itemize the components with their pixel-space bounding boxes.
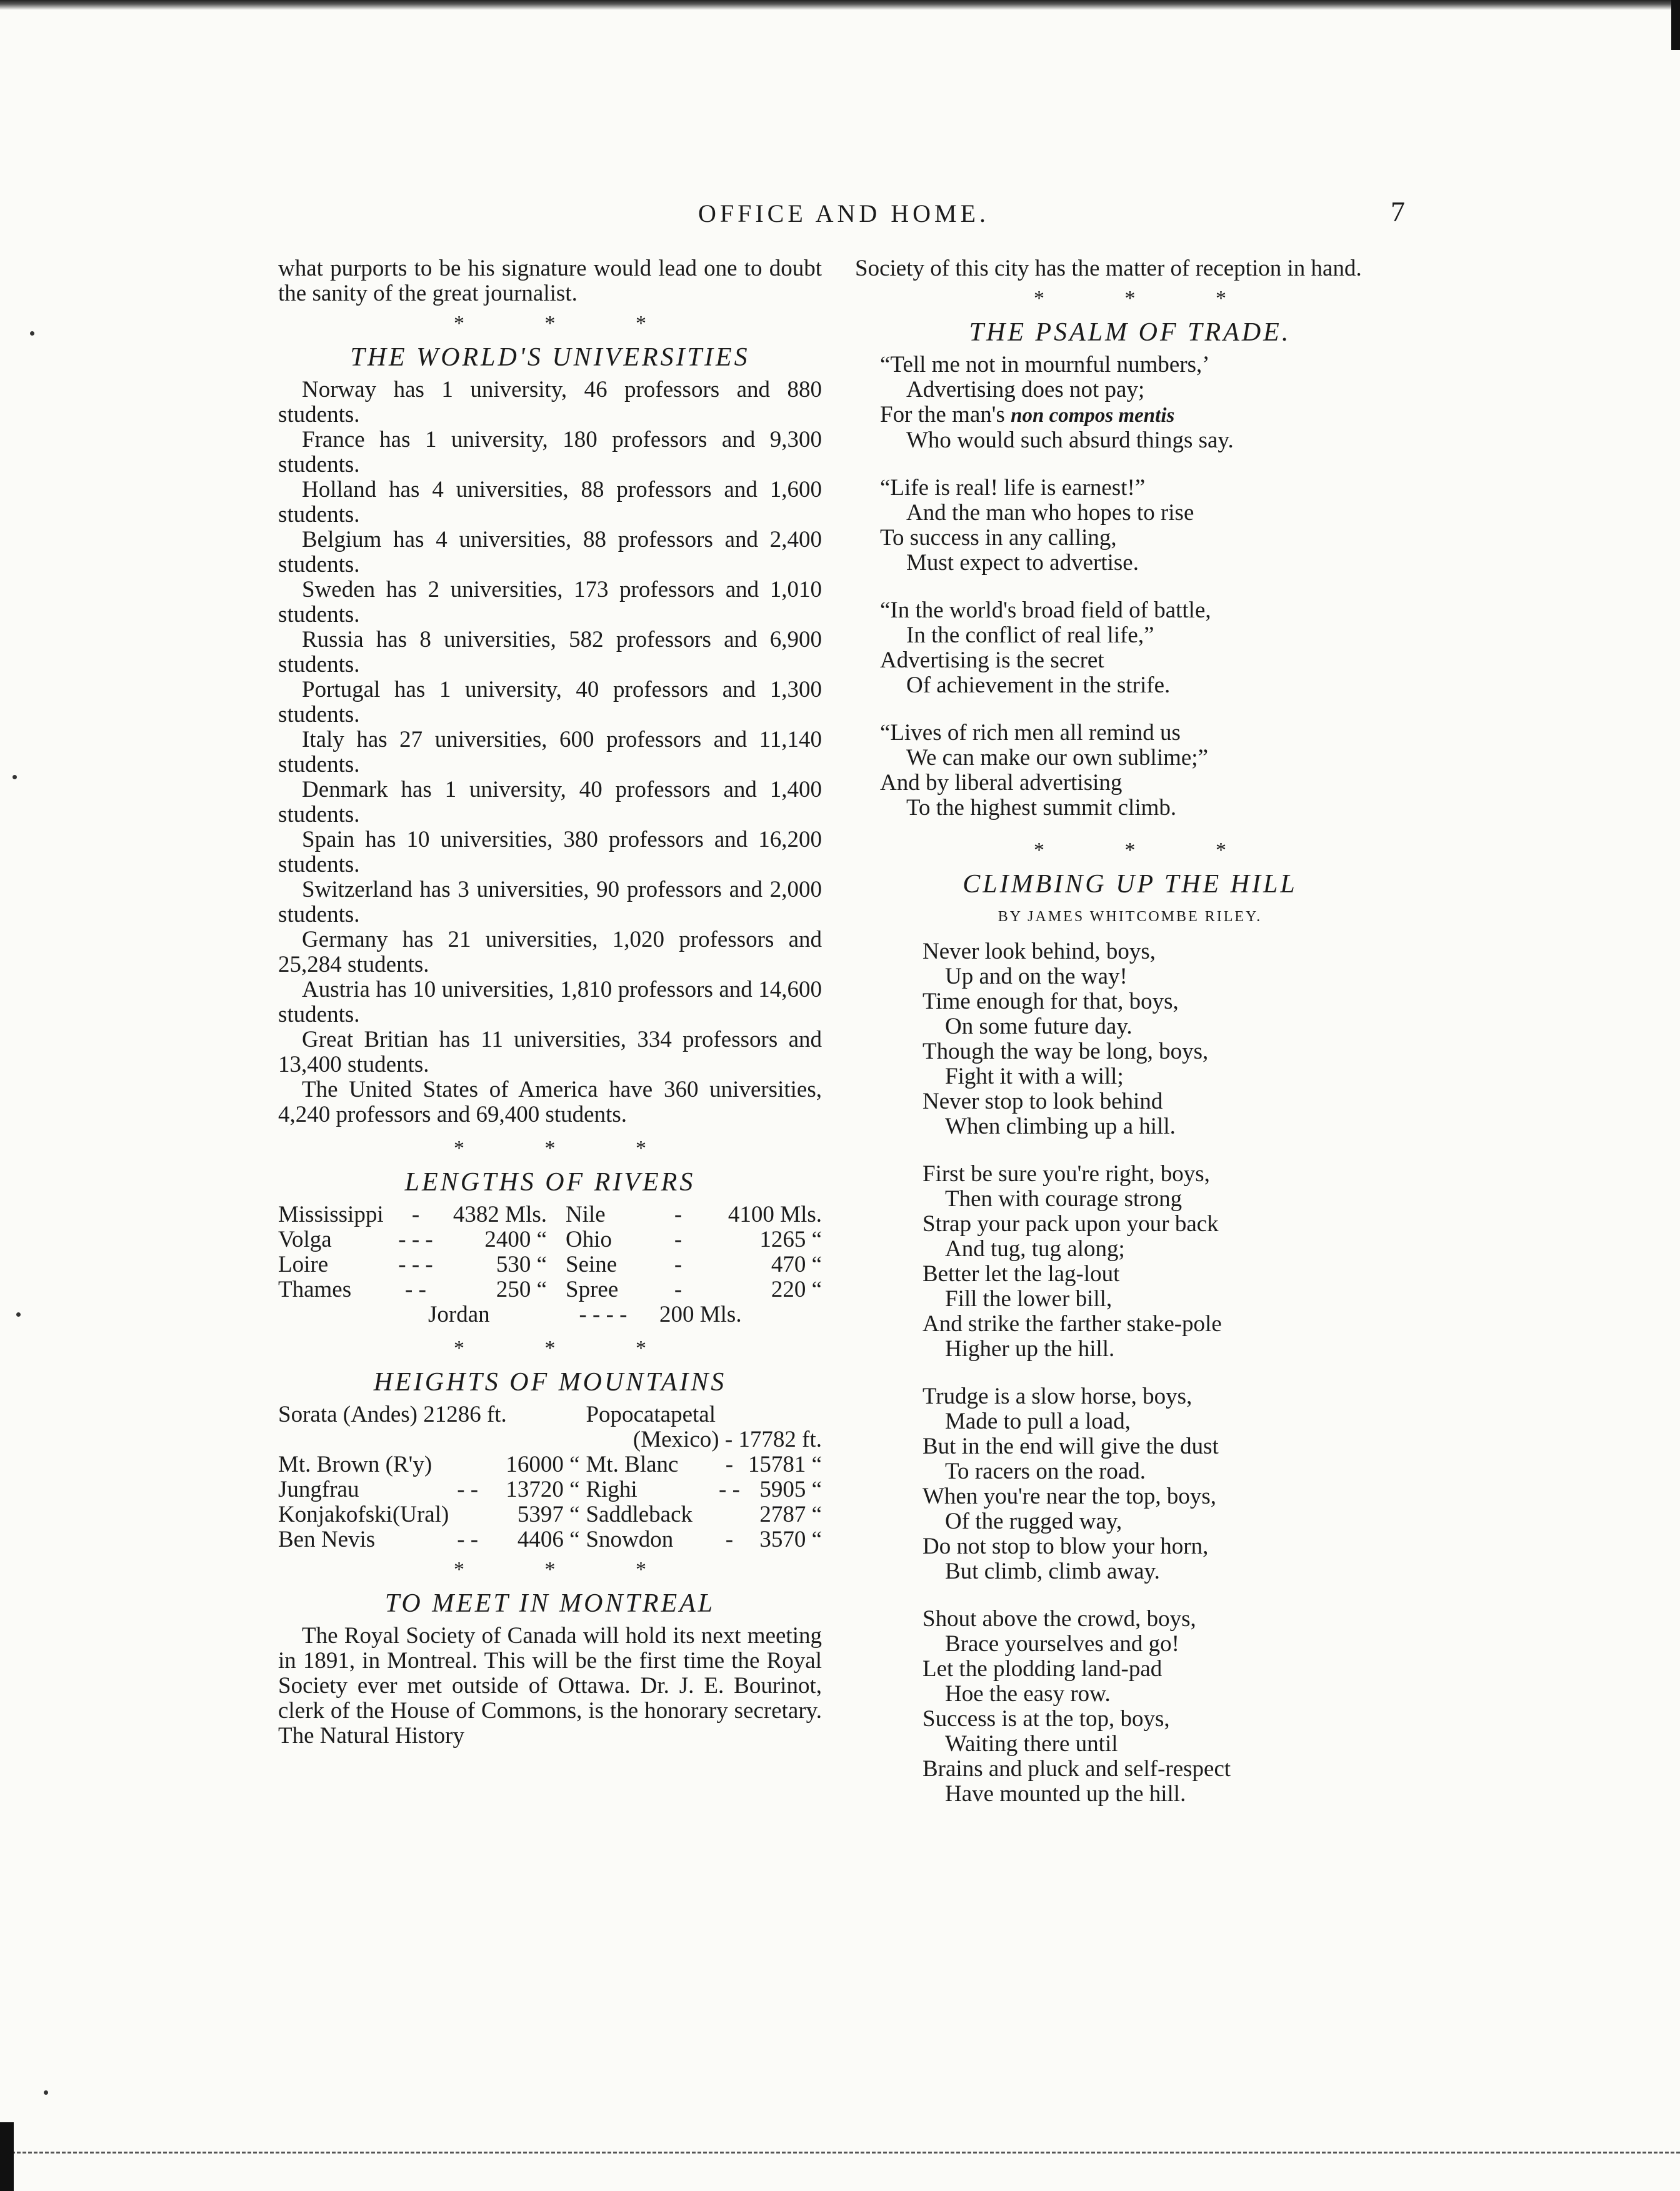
river-length: 4382 Mls. [452, 1202, 547, 1227]
poem-line: Made to pull a load, [945, 1409, 1131, 1434]
list-item: Norway has 1 university, 46 professors and 880 students. [278, 377, 822, 427]
poem-line: Of the rugged way, [945, 1509, 1122, 1534]
river-length: 530 “ [496, 1252, 547, 1277]
poem-line: Time enough for that, boys, [922, 989, 1179, 1014]
mountain-name: Righi [586, 1477, 638, 1502]
river-name: Volga [278, 1227, 332, 1252]
list-item: Russia has 8 universities, 582 professors and 6,900 students. [278, 627, 822, 677]
leader-dash: - [674, 1202, 682, 1227]
table-row [278, 1402, 822, 1427]
poem-line: Though the way be long, boys, [922, 1039, 1209, 1064]
mountain-height: 2787 “ [759, 1502, 822, 1527]
climbing-poem [855, 939, 1405, 1807]
scan-edge-corner [0, 2122, 14, 2191]
mountains-title: HEIGHTS OF MOUNTAINS [373, 1368, 727, 1397]
list-item: Austria has 10 universities, 1,810 professors and 14,600 students. [278, 977, 822, 1027]
river-length: 200 Mls. [659, 1302, 742, 1327]
list-item: Denmark has 1 university, 40 professors and 1,400 students. [278, 777, 822, 827]
running-title: OFFICE AND HOME. [698, 199, 990, 227]
list-item: Germany has 21 universities, 1,020 professors and 25,284 students. [278, 927, 822, 977]
poem-line: But in the end will give the dust [922, 1434, 1219, 1459]
poem-line-text: For the man's [880, 402, 1005, 427]
mountain-name: Jungfrau [278, 1477, 359, 1502]
scan-speck [44, 2090, 48, 2095]
poem-line: On some future day. [945, 1014, 1132, 1039]
river-length: 470 “ [771, 1252, 822, 1277]
scan-edge-bottom [0, 2152, 1680, 2191]
poem-line: Let the plodding land-pad [922, 1656, 1162, 1682]
poem-line: “In the world's broad field of battle, [880, 597, 1211, 623]
poem-line: Do not stop to blow your horn, [922, 1534, 1209, 1559]
scan-speck [16, 1312, 21, 1317]
poem-line: To the highest summit climb. [906, 795, 1177, 821]
leader-dash [449, 1502, 486, 1527]
poem-line: Success is at the top, boys, [922, 1706, 1170, 1732]
table-row [278, 1202, 822, 1227]
rivers-table [278, 1202, 822, 1327]
table-row [278, 1252, 822, 1277]
leader-dash: - - [719, 1477, 740, 1502]
poem-line: Fight it with a will; [945, 1064, 1124, 1089]
leader-dash [449, 1452, 486, 1477]
poem-line: Hoe the easy row. [945, 1681, 1111, 1707]
poem-line: Who would such absurd things say. [906, 427, 1234, 453]
latin-phrase: non compos mentis [1011, 404, 1175, 427]
list-item: Switzerland has 3 universities, 90 professors and 2,000 students. [278, 877, 822, 927]
poem-line: Trudge is a slow horse, boys, [922, 1384, 1192, 1409]
list-item: Sweden has 2 universities, 173 professors and 1,010 students. [278, 577, 822, 627]
poem-stanza [922, 1162, 1405, 1362]
poem-line: Brace yourselves and go! [945, 1631, 1180, 1657]
poem-line: Brains and pluck and self-respect [922, 1756, 1231, 1782]
poem-line: “Tell me not in mournful numbers,’ [880, 352, 1210, 377]
psalm-poem [855, 352, 1405, 821]
poem-line: To success in any calling, [880, 525, 1117, 551]
river-length: 250 “ [496, 1277, 547, 1302]
poem-stanza [880, 476, 1405, 576]
left-column [278, 256, 822, 1749]
universities-title: THE WORLD'S UNIVERSITIES [350, 343, 750, 372]
mountain-name: Konjakofski(Ural) [278, 1502, 449, 1527]
mountain-entry: Popocatapetal [586, 1402, 716, 1427]
section-divider: * * * [454, 312, 684, 335]
table-row [278, 1527, 822, 1552]
poem-line: Never look behind, boys, [922, 939, 1156, 964]
list-item: Spain has 10 universities, 380 professors and 16,200 students. [278, 827, 822, 877]
poem-line: “Lives of rich men all remind us [880, 720, 1181, 746]
mountain-height: 16000 “ [506, 1452, 580, 1477]
table-row [278, 1477, 822, 1502]
poem-line: Have mounted up the hill. [945, 1781, 1186, 1807]
poem-line: When you're near the top, boys, [922, 1484, 1217, 1509]
table-row [278, 1502, 822, 1527]
poem-stanza [880, 352, 1405, 453]
mountain-name: Saddleback [586, 1502, 693, 1527]
list-item: Holland has 4 universities, 88 professors and 1,600 students. [278, 477, 822, 527]
mountain-height: 5397 “ [517, 1502, 580, 1527]
montreal-title: TO MEET IN MONTREAL [384, 1589, 716, 1618]
leader-dash: - - - [398, 1252, 433, 1277]
leader-dash: - - - - [579, 1302, 628, 1327]
section-divider: * * * [454, 1137, 684, 1160]
river-length: 220 “ [771, 1277, 822, 1302]
leader-dash: - [674, 1252, 682, 1277]
river-length: 2400 “ [484, 1227, 547, 1252]
universities-list [278, 377, 822, 1127]
river-name: Mississippi [278, 1202, 384, 1227]
mountain-height: 5905 “ [759, 1477, 822, 1502]
poem-line: And by liberal advertising [880, 770, 1122, 796]
poem-stanza [922, 1607, 1405, 1807]
psalm-title: THE PSALM OF TRADE. [969, 318, 1291, 347]
leader-dash [711, 1502, 748, 1527]
poem-line: Then with courage strong [945, 1186, 1182, 1212]
poem-line: Of achievement in the strife. [906, 672, 1171, 698]
mountain-entry: Sorata (Andes) 21286 ft. [278, 1402, 507, 1427]
mountain-entry: (Mexico) - 17782 ft. [632, 1427, 822, 1452]
poem-line: “Life is real! life is earnest!” [880, 475, 1146, 501]
list-item: Great Britian has 11 universities, 334 professors and 13,400 students. [278, 1027, 822, 1077]
leader-dash: - - [457, 1527, 479, 1552]
mountains-table [278, 1402, 822, 1552]
leader-dash: - [411, 1202, 420, 1227]
poem-line: Strap your pack upon your back [922, 1211, 1219, 1237]
list-item: France has 1 university, 180 professors and 9,300 students. [278, 427, 822, 477]
poem-stanza [880, 721, 1405, 821]
poem-line: Fill the lower bill, [945, 1286, 1112, 1312]
scan-edge-top [0, 0, 1680, 10]
rivers-title: LENGTHS OF RIVERS [404, 1168, 696, 1197]
poem-line: When climbing up a hill. [945, 1114, 1176, 1139]
table-row [278, 1427, 822, 1452]
byline: BY JAMES WHITCOMBE RILEY. [998, 909, 1262, 925]
table-row [278, 1277, 822, 1302]
mountain-height: 13720 “ [506, 1477, 580, 1502]
table-row [278, 1227, 822, 1252]
scan-speck [30, 331, 34, 336]
river-name: Jordan [428, 1302, 490, 1327]
list-item: Belgium has 4 universities, 88 professors and 2,400 students. [278, 527, 822, 577]
list-item: The United States of America have 360 universities, 4,240 professors and 69,400 students. [278, 1077, 822, 1127]
poem-line [880, 402, 1405, 428]
poem-line: And the man who hopes to rise [906, 500, 1194, 526]
river-length: 1265 “ [759, 1227, 822, 1252]
leader-dash: - - [457, 1477, 479, 1502]
section-divider: * * * [454, 1558, 684, 1581]
intro-continuation: Society of this city has the matter of reception in hand. [855, 256, 1362, 281]
river-name: Nile [566, 1202, 606, 1227]
poem-line: Up and on the way! [945, 964, 1128, 989]
montreal-paragraph: The Royal Society of Canada will hold its next meeting in 1891, in Montreal. This will be the first time the Royal Society ever met outside of Ottawa. Dr. J. E. Bourinot, clerk of the House of Commons, is the honorary secretary. The Natural History [278, 1623, 822, 1749]
river-name: Ohio [566, 1227, 612, 1252]
poem-line: Higher up the hill. [945, 1336, 1115, 1362]
list-item: Italy has 27 universities, 600 professors and 11,140 students. [278, 727, 822, 777]
poem-line: And tug, tug along; [945, 1236, 1125, 1262]
river-name: Thames [278, 1277, 352, 1302]
leader-dash: - [674, 1227, 682, 1252]
leader-dash: - [725, 1452, 734, 1477]
poem-line: Must expect to advertise. [906, 550, 1139, 576]
poem-stanza [922, 1384, 1405, 1584]
poem-line: First be sure you're right, boys, [922, 1161, 1210, 1187]
poem-line: Waiting there until [945, 1731, 1118, 1757]
leader-dash: - - [405, 1277, 426, 1302]
poem-line: And strike the farther stake-pole [922, 1311, 1222, 1337]
poem-stanza [922, 939, 1405, 1139]
right-column [855, 256, 1405, 1829]
river-name: Spree [566, 1277, 619, 1302]
mountain-name: Mt. Brown (R'y) [278, 1452, 432, 1477]
scan-speck [12, 775, 17, 779]
poem-line: In the conflict of real life,” [906, 622, 1154, 648]
section-divider: * * * [454, 1337, 684, 1360]
mountain-name: Snowdon [586, 1527, 674, 1552]
poem-line: Better let the lag-lout [922, 1261, 1120, 1287]
mountain-name: Ben Nevis [278, 1527, 376, 1552]
leader-dash: - [725, 1527, 734, 1552]
poem-line: Shout above the crowd, boys, [922, 1606, 1196, 1632]
table-row [278, 1302, 822, 1327]
river-name: Loire [278, 1252, 329, 1277]
poem-line: Advertising is the secret [880, 647, 1104, 673]
poem-line: We can make our own sublime;” [906, 745, 1209, 771]
scan-edge-right [1671, 0, 1680, 50]
mountain-height: 15781 “ [748, 1452, 822, 1477]
list-item: Portugal has 1 university, 40 professors and 1,300 students. [278, 677, 822, 727]
page-number: 7 [1391, 196, 1405, 227]
poem-line: But climb, climb away. [945, 1559, 1160, 1584]
leader-dash: - - - [398, 1227, 433, 1252]
poem-line: Never stop to look behind [922, 1089, 1163, 1114]
section-divider: * * * [1034, 287, 1264, 310]
poem-stanza [880, 598, 1405, 698]
mountain-height: 4406 “ [517, 1527, 580, 1552]
poem-line: To racers on the road. [945, 1459, 1146, 1484]
poem-line: Advertising does not pay; [906, 377, 1145, 402]
mountain-height: 3570 “ [759, 1527, 822, 1552]
river-name: Seine [566, 1252, 618, 1277]
table-row [278, 1452, 822, 1477]
intro-paragraph: what purports to be his signature would lead one to doubt the sanity of the great journalist. [278, 256, 822, 306]
page-header [0, 196, 1680, 236]
section-divider: * * * [1034, 839, 1264, 862]
climbing-title: CLIMBING UP THE HILL [962, 870, 1298, 899]
leader-dash: - [674, 1277, 682, 1302]
mountain-name: Mt. Blanc [586, 1452, 679, 1477]
river-length: 4100 Mls. [728, 1202, 822, 1227]
